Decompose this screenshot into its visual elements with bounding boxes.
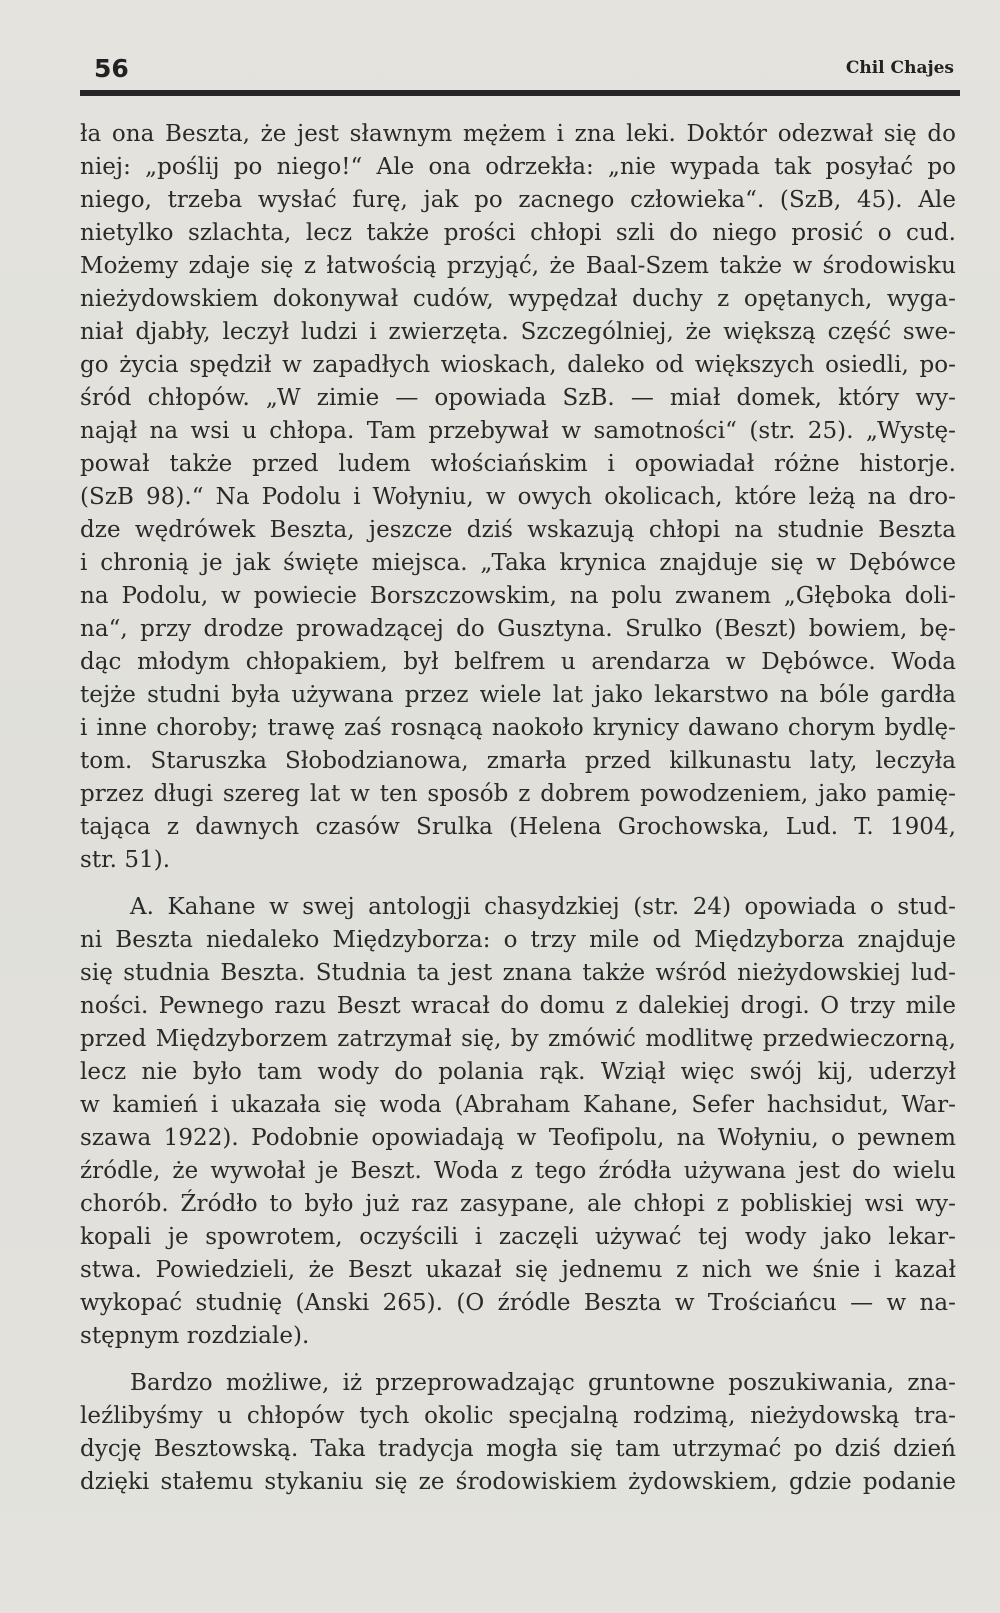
text-line: go życia spędził w zapadłych wioskach, daleko od większych osiedli, po- xyxy=(80,352,956,378)
text-line: stwa. Powiedzieli, że Beszt ukazał się jednemu z nich we śnie i kazał xyxy=(80,1257,956,1283)
text-line: nieżydowskiem dokonywał cudów, wypędzał duchy z opętanych, wyga- xyxy=(80,286,956,312)
text-line: szawa 1922). Podobnie opowiadają w Teofipolu, na Wołyniu, o pewnem xyxy=(80,1125,956,1151)
text-line: Możemy zdaje się z łatwością przyjąć, że Baal-Szem także w środowisku xyxy=(80,253,956,279)
text-line: tom. Staruszka Słobodzianowa, zmarła przed kilkunastu laty, leczyła xyxy=(80,748,956,774)
text-line: w kamień i ukazała się woda (Abraham Kahane, Sefer hachsidut, War- xyxy=(80,1092,956,1118)
text-line: dąc młodym chłopakiem, był belfrem u arendarza w Dębówce. Woda xyxy=(80,649,956,675)
page-number: 56 xyxy=(94,54,129,83)
text-line: kopali je spowrotem, oczyścili i zaczęli używać tej wody jako lekar- xyxy=(80,1224,956,1250)
text-line: str. 51). xyxy=(80,847,171,873)
paragraph-gap xyxy=(80,1353,956,1367)
text-line: niał djabły, leczył ludzi i zwierzęta. Szczególniej, że większą część swe- xyxy=(80,319,956,345)
text-line: wykopać studnię (Anski 265). (O źródle Beszta w Trościańcu — w na- xyxy=(80,1290,956,1316)
text-line: ni Beszta niedaleko Międzyborza: o trzy mile od Międzyborza znajduje xyxy=(80,927,956,953)
text-line: i chronią je jak święte miejsca. „Taka krynica znajduje się w Dębówce xyxy=(80,550,956,576)
text-line: ła ona Beszta, że jest sławnym mężem i zna leki. Doktór odezwał się do xyxy=(80,121,956,147)
text-line: i inne choroby; trawę zaś rosnącą naokoło krynicy dawano chorym bydlę- xyxy=(80,715,956,741)
text-line: chorób. Źródło to było już raz zasypane, ale chłopi z pobliskiej wsi wy- xyxy=(80,1191,956,1217)
text-line: A. Kahane w swej antologji chasydzkiej (str. 24) opowiada o stud- xyxy=(130,894,956,920)
text-line: niego, trzeba wysłać furę, jak po zacnego człowieka“. (SzB, 45). Ale xyxy=(80,187,956,213)
text-line: dycję Besztowską. Taka tradycja mogła się tam utrzymać po dziś dzień xyxy=(80,1436,956,1462)
text-line: (SzB 98).“ Na Podolu i Wołyniu, w owych okolicach, które leżą na dro- xyxy=(80,484,956,510)
text-line: Bardzo możliwe, iż przeprowadzając gruntowne poszukiwania, zna- xyxy=(130,1370,956,1396)
text-line: tająca z dawnych czasów Srulka (Helena Grochowska, Lud. T. 1904, xyxy=(80,814,956,840)
text-line: lecz nie było tam wody do polania rąk. Wziął więc swój kij, uderzył xyxy=(80,1059,956,1085)
paragraph-2 xyxy=(80,891,956,1353)
text-line: przed Międzyborzem zatrzymał się, by zmówić modlitwę przedwieczorną, xyxy=(80,1026,956,1052)
text-line: nietylko szlachta, lecz także prości chłopi szli do niego prosić o cud. xyxy=(80,220,956,246)
text-line: dzięki stałemu stykaniu się ze środowiskiem żydowskiem, gdzie podanie xyxy=(80,1469,956,1495)
text-line: przez długi szereg lat w ten sposób z dobrem powodzeniem, jako pamię- xyxy=(80,781,956,807)
text-line: najął na wsi u chłopa. Tam przebywał w samotności“ (str. 25). „Wystę- xyxy=(80,418,956,444)
running-head: Chil Chajes xyxy=(845,58,954,78)
text-line: się studnia Beszta. Studnia ta jest znana także wśród nieżydowskiej lud- xyxy=(80,960,956,986)
paragraph-1 xyxy=(80,118,956,877)
text-line: pował także przed ludem włościańskim i opowiadał różne historje. xyxy=(80,451,956,477)
text-line: tejże studni była używana przez wiele lat jako lekarstwo na bóle gardła xyxy=(80,682,956,708)
page-header xyxy=(92,54,960,94)
header-rule xyxy=(80,90,960,96)
text-line: na Podolu, w powiecie Borszczowskim, na polu zwanem „Głęboka doli- xyxy=(80,583,956,609)
text-line: na“, przy drodze prowadzącej do Gusztyna. Srulko (Beszt) bowiem, bę- xyxy=(80,616,956,642)
paragraph-gap xyxy=(80,877,956,891)
text-line: niej: „poślij po niego!“ Ale ona odrzekła: „nie wypada tak posyłać po xyxy=(80,154,956,180)
text-line: ności. Pewnego razu Beszt wracał do domu z dalekiej drogi. O trzy mile xyxy=(80,993,956,1019)
text-line: dze wędrówek Beszta, jeszcze dziś wskazują chłopi na studnie Beszta xyxy=(80,517,956,543)
text-line: śród chłopów. „W zimie — opowiada SzB. — miał domek, który wy- xyxy=(80,385,956,411)
body-text xyxy=(80,118,956,1499)
text-line: źródle, że wywołał je Beszt. Woda z tego źródła używana jest do wielu xyxy=(80,1158,956,1184)
paragraph-3 xyxy=(80,1367,956,1499)
text-line: leźlibyśmy u chłopów tych okolic specjalną rodzimą, nieżydowską tra- xyxy=(80,1403,956,1429)
text-line: stępnym rozdziale). xyxy=(80,1323,310,1349)
